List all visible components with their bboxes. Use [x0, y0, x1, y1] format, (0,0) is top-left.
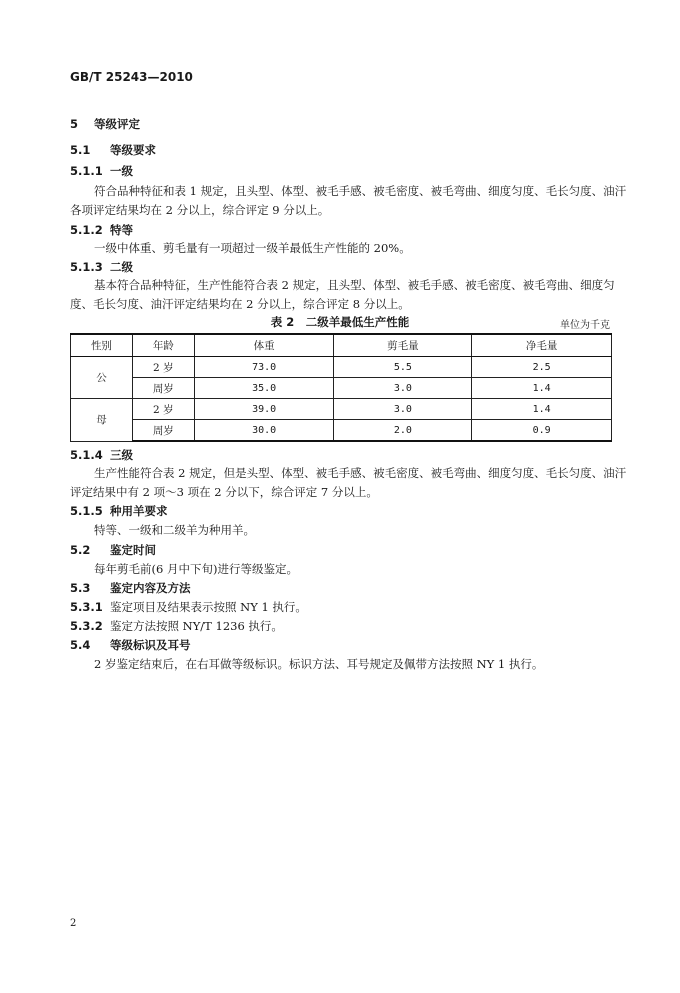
header-sex: 性别	[71, 334, 133, 357]
section-5-1-3-para-1: 基本符合品种特征，生产性能符合表 2 规定，且头型、体型、被毛手感、被毛密度、被毛弯曲、细度匀	[94, 278, 615, 292]
cell-age: 周岁	[132, 378, 194, 399]
section-5-3-1: 5.3.1 鉴定项目及结果表示按照 NY 1 执行。	[70, 600, 307, 614]
section-5-1-3-heading: 5.1.3 二级	[70, 260, 133, 274]
section-5-1-1-heading: 5.1.1 一级	[70, 164, 133, 178]
section-5-1-5-para: 特等、一级和二级羊为种用羊。	[94, 523, 255, 537]
section-5-3-heading: 5.3 鉴定内容及方法	[70, 581, 191, 595]
section-5-1-2-heading: 5.1.2 特等	[70, 223, 133, 237]
table-row	[71, 357, 612, 378]
cell-shear: 3.0	[334, 399, 472, 420]
section-5-3-2: 5.3.2 鉴定方法按照 NY/T 1236 执行。	[70, 619, 283, 633]
header-weight: 体重	[194, 334, 334, 357]
header-clean: 净毛量	[472, 334, 612, 357]
header-shear: 剪毛量	[334, 334, 472, 357]
cell-shear: 5.5	[334, 357, 472, 378]
table-header-row	[71, 334, 612, 357]
cell-weight: 30.0	[194, 420, 334, 442]
table-row	[71, 378, 612, 399]
section-5-1-2-para: 一级中体重、剪毛量有一项超过一级羊最低生产性能的 20%。	[94, 241, 411, 255]
section-5-1-5-heading: 5.1.5 种用羊要求	[70, 504, 168, 518]
cell-age: 2 岁	[132, 399, 194, 420]
section-5-4-heading: 5.4 等级标识及耳号	[70, 638, 191, 652]
page-number: 2	[70, 918, 77, 929]
cell-weight: 39.0	[194, 399, 334, 420]
table-row	[71, 399, 612, 420]
cell-age: 2 岁	[132, 357, 194, 378]
section-5-1-4-para-1: 生产性能符合表 2 规定，但是头型、体型、被毛手感、被毛密度、被毛弯曲、细度匀度、毛长匀度、油汗	[94, 466, 627, 480]
section-5-1-3-para-2: 度、毛长匀度、油汗评定结果均在 2 分以上，综合评定 8 分以上。	[70, 297, 410, 311]
standard-code: GB/T 25243—2010	[70, 70, 193, 84]
table-row	[71, 420, 612, 442]
cell-weight: 35.0	[194, 378, 334, 399]
cell-sex: 母	[71, 399, 133, 442]
table-unit: 单位为千克	[560, 320, 610, 331]
section-5-2-heading: 5.2 鉴定时间	[70, 543, 156, 557]
table-caption: 表 2 二级羊最低生产性能	[270, 315, 410, 329]
section-5-1-4-heading: 5.1.4 三级	[70, 448, 133, 462]
section-5-1-1-para-2: 各项评定结果均在 2 分以上，综合评定 9 分以上。	[70, 203, 330, 217]
production-table	[70, 333, 612, 442]
cell-sex: 公	[71, 357, 133, 399]
cell-shear: 3.0	[334, 378, 472, 399]
section-5-4-para: 2 岁鉴定结束后，在右耳做等级标识。标识方法、耳号规定及佩带方法按照 NY 1 执行。	[94, 657, 544, 671]
cell-clean: 0.9	[472, 420, 612, 442]
header-age: 年龄	[132, 334, 194, 357]
section-5-1-heading: 5.1 等级要求	[70, 143, 156, 157]
cell-clean: 1.4	[472, 399, 612, 420]
cell-clean: 1.4	[472, 378, 612, 399]
section-5-1-4-para-2: 评定结果中有 2 项～3 项在 2 分以下，综合评定 7 分以上。	[70, 485, 378, 499]
cell-clean: 2.5	[472, 357, 612, 378]
cell-age: 周岁	[132, 420, 194, 442]
cell-weight: 73.0	[194, 357, 334, 378]
section-5-2-para: 每年剪毛前(6 月中下旬)进行等级鉴定。	[94, 562, 298, 576]
section-5-1-1-para-1: 符合品种特征和表 1 规定，且头型、体型、被毛手感、被毛密度、被毛弯曲、细度匀度、毛长匀度、油汗	[94, 184, 627, 198]
section-5-heading: 5 等级评定	[70, 117, 140, 131]
cell-shear: 2.0	[334, 420, 472, 442]
